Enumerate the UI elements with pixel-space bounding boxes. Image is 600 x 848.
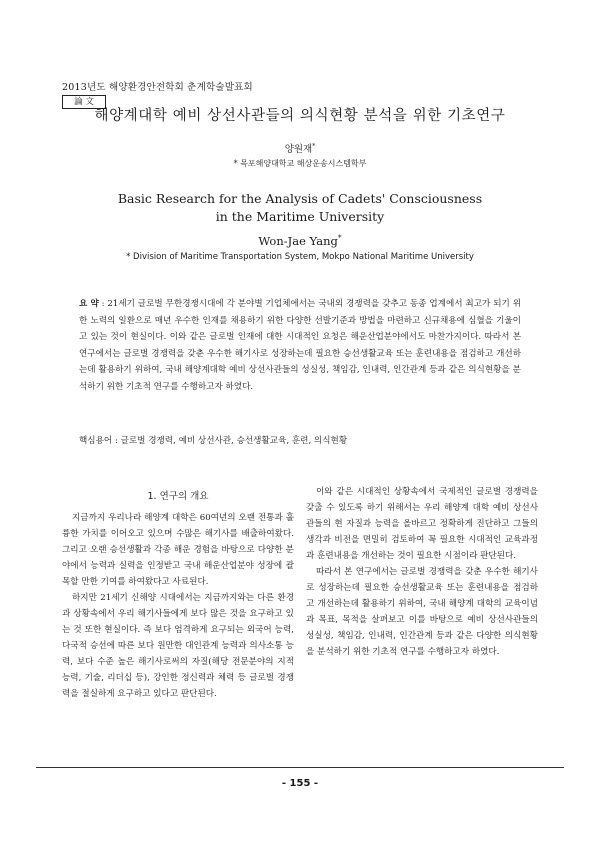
title-english-line2: in the Maritime University [215,209,385,224]
section-heading: 1. 연구의 개요 [147,491,209,502]
title-english [80,190,520,226]
conference-header: 2013년도 해양환경안전학회 춘계학술발표회 [62,82,253,93]
author-korean-name: 양원재 [284,144,313,155]
body-paragraph: 따라서 본 연구에서는 글로벌 경쟁력을 갖춘 우수한 해기사로 성장하는데 필요한 승선생활교육 또는 훈련내용을 점검하고 개선하는데 활용하기 위하여, 국내 해양계 대학의 교육이념과 목표, 목적을 살펴보고 이를 바탕으로 예비 상선사관들의 성실성, 책임감, 인내력, 인간관계 등과 같은 다양한 의식현황을 분석하기 위한 기초적 연구를 수행하고자 하였다. [306,567,538,657]
abstract [79,296,521,396]
abstract-text: : 21세기 글로벌 무한경쟁시대에 각 분야별 기업체에서는 국내외 경쟁력을 갖추고 동종 업계에서 최고가 되기 위한 노력의 일환으로 매년 우수한 인재를 채용하기 위한 다양한 선발기준과 방법을 마련하고 신규채용에 심혈을 기울이고 있는 것이 현실이다. 이와 같은 글로벌 인재에 대한 시대적인 요청은 해운산업분야에서도 마찬가지이다. 따라서 본 연구에서는 글로벌 경쟁력을 갖춘 우수한 해기사로 성장하는데 필요한 승선생활교육 또는 훈련내용을 점검하고 개선하는데 활용하기 위하여, 국내 해양계대학 예비 상선사관들의 성실성, 책임감, 인내력, 인간관계 등과 같은 의식현황을 분석하기 위한 기초적 연구를 수행하고자 하였다. [79,299,521,392]
author-english-name: Won-Jae Yang [258,233,338,248]
author-english [0,233,600,248]
body-column-left [62,510,294,702]
affiliation-english: * Division of Maritime Transportation System, Mokpo National Maritime University [126,252,474,262]
footer-rule [36,767,564,768]
keywords: 핵심용어 : 글로벌 경쟁력, 예비 상선사관, 승선생활교육, 훈련, 의식현황 [79,436,348,446]
body-paragraph: 지금까지 우리나라 해양계 대학은 60여년의 오랜 전통과 훌륭한 가치를 이어오고 있으며 수많은 해기사를 배출하여왔다. 그리고 오랜 승선생활과 각종 해운 경험을 바탕으로 다양한 분야에서 능력과 실력을 인정받고 국내 해운산업분야 성장에 괄목할 만한 기여를 하여왔다고 사료된다. [62,513,294,587]
author-korean [0,141,600,155]
author-korean-mark: * [312,142,316,150]
title-english-line1: Basic Research for the Analysis of Cadets' Consciousness [117,191,483,206]
page-number: - 155 - [281,778,319,789]
body-column-right [306,484,538,660]
body-paragraph: 하지만 21세기 신해양 시대에서는 지금까지와는 다른 환경과 상황속에서 우리 해기사들에게 보다 많은 것을 요구하고 있는 것 또한 현실이다. 즉 보다 엄격하게 요구되는 외국어 능력, 다국적 승선에 따른 보다 원만한 대인관계 능력과 의사소통 능력, 보다 수준 높은 해기사로써의 자질(해당 전문분야의 지적능력, 기술, 리더십 등), 강인한 정신력과 체력 등 글로벌 경쟁력을 절실하게 요구하고 있다고 판단된다. [62,593,294,699]
body-paragraph: 이와 같은 시대적인 상황속에서 국제적인 글로벌 경쟁력을 갖출 수 있도록 하기 위해서는 우리 해양계 대학 예비 상선사관들의 현 자질과 능력을 올바르고 정확하게 진단하고 그들의 생각과 비전을 면밀히 검토하여 꼭 필요한 시대적인 교육과정과 훈련내용을 개선하는 것이 필요한 시점이라 판단된다. [306,487,538,561]
article-type-badge: 論 文 [62,95,106,109]
abstract-label: 요 약 [79,299,99,309]
author-english-mark: * [337,233,342,242]
title-korean: 해양계대학 예비 상선사관들의 의식현황 분석을 위한 기초연구 [94,108,506,124]
affiliation-korean: * 목포해양대학교 해상운송시스템학부 [233,159,367,168]
